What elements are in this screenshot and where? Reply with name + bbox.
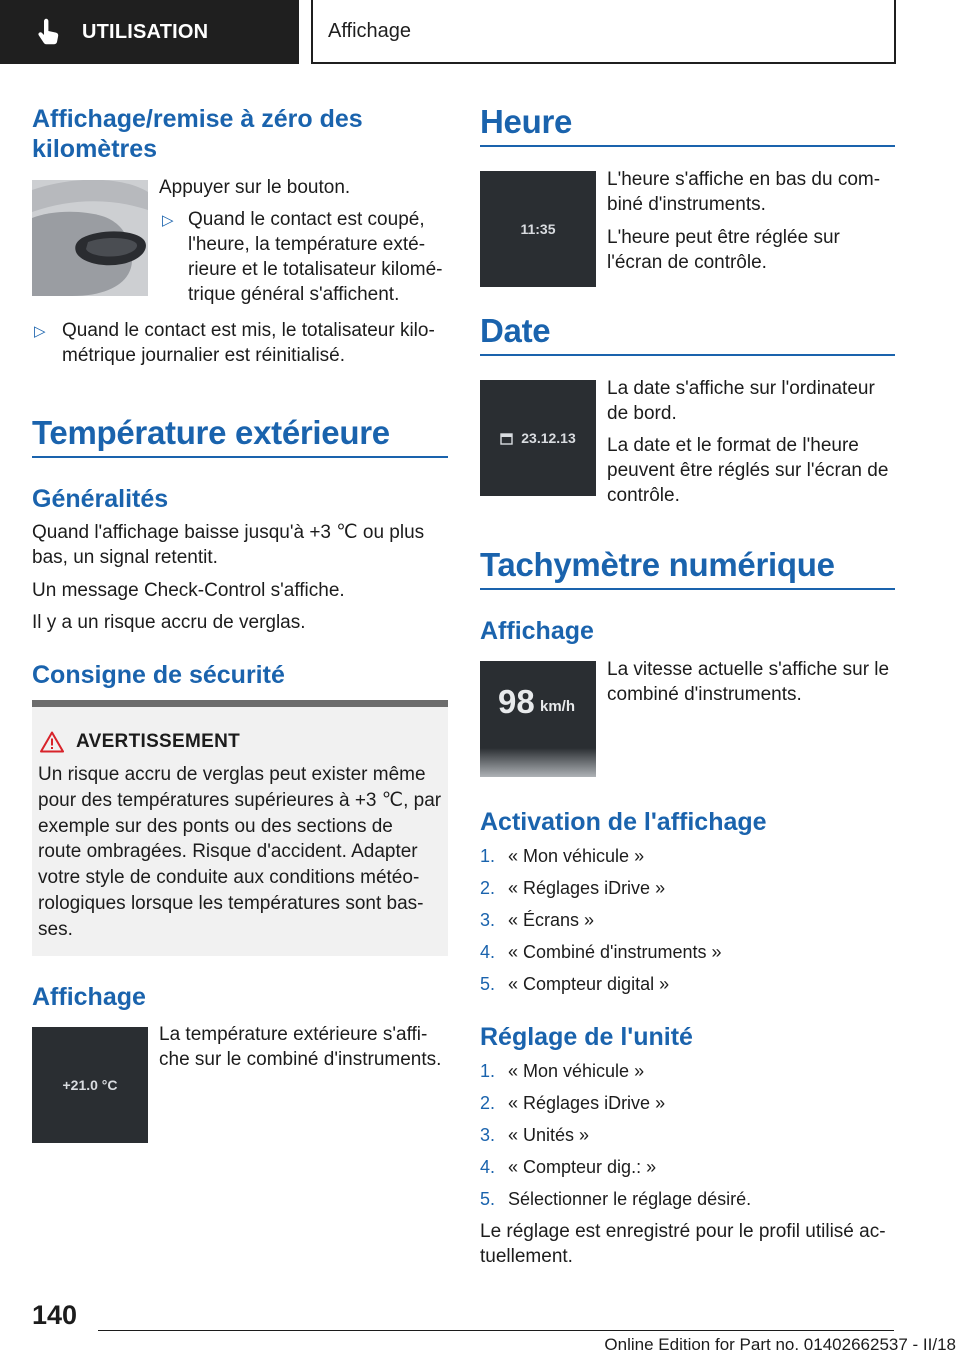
unit-steps <box>480 1055 751 1215</box>
time-heading: Heure <box>480 103 573 140</box>
tacho-display-heading: Affichage <box>480 617 594 645</box>
date-paragraph-2: La date et le format de l'heure peuvent être réglés sur l'écran de contrôle. <box>607 435 889 506</box>
heading-rule <box>32 456 448 458</box>
activation-steps <box>480 840 722 1000</box>
date-value: 23.12.13 <box>521 430 576 446</box>
general-paragraph-2: Un message Check-Control s'affiche. <box>32 580 345 601</box>
temp-display-heading: Affichage <box>32 983 146 1011</box>
warning-title: AVERTISSEMENT <box>76 731 241 752</box>
list-item: 1. « Mon véhicule » <box>480 846 645 866</box>
section-tab <box>0 0 299 64</box>
bullet-triangle-icon: ▷ <box>162 212 174 229</box>
speed-unit: km/h <box>540 698 576 715</box>
footer-rule <box>98 1330 894 1331</box>
date-paragraph-1: La date s'affiche sur l'ordinateur de bord. <box>607 378 875 424</box>
date-heading: Date <box>480 312 551 349</box>
mileage-bullet-1: Quand le contact est coupé, l'heure, la température exté- rieure et le totalisateur kilomé- trique général s'affichent. <box>188 209 443 305</box>
hand-pointer-icon <box>34 17 64 47</box>
time-display-image <box>480 171 596 287</box>
general-paragraph-1: Quand l'affichage baisse jusqu'à +3 ℃ ou plus bas, un signal retentit. <box>32 522 425 568</box>
page-number: 140 <box>32 1300 78 1330</box>
mileage-heading: Affichage/remise à zéro des kilomètres <box>32 105 363 163</box>
activation-heading: Activation de l'affichage <box>480 808 767 836</box>
warning-box <box>32 700 448 956</box>
mileage-intro: Appuyer sur le bouton. <box>159 177 351 198</box>
time-paragraph-2: L'heure peut être réglée sur l'écran de contrôle. <box>607 227 840 273</box>
time-value: 11:35 <box>520 221 556 237</box>
heading-rule <box>480 588 895 590</box>
temperature-heading: Température extérieure <box>32 414 390 451</box>
bullet-triangle-icon: ▷ <box>34 323 46 340</box>
unit-heading: Réglage de l'unité <box>480 1023 693 1051</box>
general-heading: Généralités <box>32 485 169 513</box>
speed-value: 98 <box>498 683 535 720</box>
list-item: 5. Sélectionner le réglage désiré. <box>480 1189 752 1209</box>
topic-title: Affichage <box>328 19 412 42</box>
tacho-heading: Tachymètre numérique <box>480 546 835 583</box>
mileage-bullet-2: Quand le contact est mis, le totalisateur kilo- métrique journalier est réinitialisé. <box>62 320 435 366</box>
list-item: 2. « Réglages iDrive » <box>480 1093 666 1113</box>
heading-rule <box>480 354 895 356</box>
date-display-image <box>480 380 596 496</box>
list-item: 1. « Mon véhicule » <box>480 1061 645 1081</box>
general-paragraph-3: Il y a un risque accru de verglas. <box>32 612 306 633</box>
section-title: UTILISATION <box>82 20 209 43</box>
list-item: 3. « Unités » <box>480 1125 590 1145</box>
tacho-display-text: La vitesse actuelle s'affiche sur le combiné d'instruments. <box>607 659 890 705</box>
edition-note: Online Edition for Part no. 01402662537 - II/18 <box>604 1335 956 1354</box>
warning-triangle-icon <box>40 731 64 753</box>
unit-closing-text: Le réglage est enregistré pour le profil utilisé ac- tuellement. <box>480 1221 886 1267</box>
temp-display-text: La température extérieure s'affi- che sur le combiné d'instruments. <box>159 1024 442 1070</box>
list-item: 5. « Compteur digital » <box>480 974 670 994</box>
list-item: 4. « Combiné d'instruments » <box>480 942 722 962</box>
topic-tab <box>311 0 896 64</box>
mileage-button-image <box>32 180 148 296</box>
calendar-icon <box>500 432 513 445</box>
list-item: 2. « Réglages iDrive » <box>480 878 666 898</box>
warning-text: Un risque accru de verglas peut exister même pour des températures supérieures à +3 ℃, par exemple sur des ponts ou des sections de route ombragées. Risque d'accident. Adapter votre style de conduite aux conditions météo- rologiques lorsque les températures sont bas- ses. <box>38 764 442 940</box>
heading-rule <box>480 145 895 147</box>
button-illustration <box>32 180 148 296</box>
temperature-value: +21.0 °C <box>62 1077 118 1093</box>
speed-display-image <box>480 661 596 777</box>
time-paragraph-1: L'heure s'affiche en bas du com- biné d'instruments. <box>607 169 881 215</box>
list-item: 4. « Compteur dig.: » <box>480 1157 657 1177</box>
list-item: 3. « Écrans » <box>480 910 595 930</box>
safety-heading: Consigne de sécurité <box>32 661 285 689</box>
temperature-display-image <box>32 1027 148 1143</box>
